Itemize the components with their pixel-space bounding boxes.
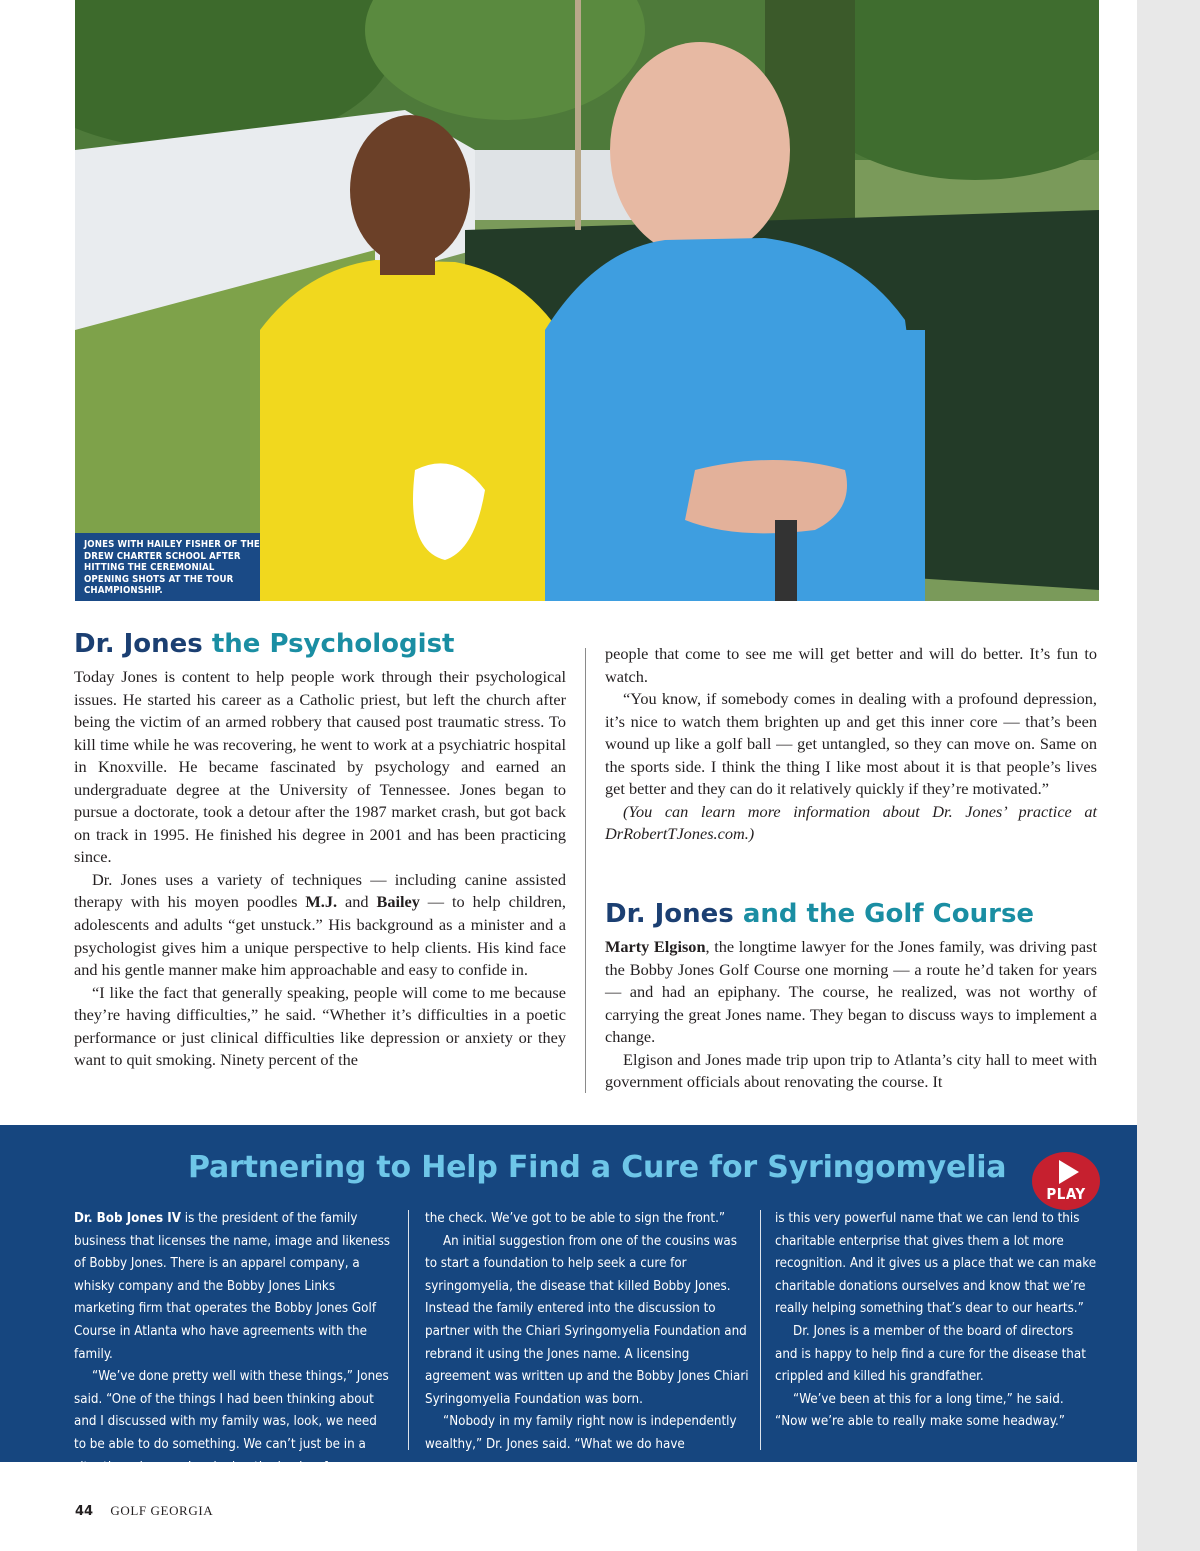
person-name: Dr. Bob Jones IV [74, 1211, 181, 1226]
paragraph: “You know, if somebody comes in dealing with a profound depression, it’s nice to watch them brighten up and get this inner core — that’s been wound up like a golf ball — get untangled, so they can move on. Same on the sports side. I think the thing I like most about it is that people’s lives get better and they can do it relatively quickly if they’re motivated.” [605, 689, 1097, 799]
section-heading-golf-course [605, 899, 1034, 929]
article-column-right [605, 643, 1097, 846]
paragraph: Today Jones is content to help people work through their psychological issues. He started his career as a Catholic priest, but left the church after being the victim of an armed robbery that caused post traumatic stress. To kill time while he was recovering, he went to work at a psychiatric hospital in Knoxville. He became fascinated by psychology and earned an undergraduate degree at the University of Tennessee. Jones began to pursue a doctorate, took a detour after the 1987 market crash, but got back on track in 1995. He finished his degree in 2001 and has been practicing since. [74, 667, 566, 867]
paragraph: (You can learn more information about Dr. Jones’ practice at DrRobertTJones.com.) [605, 801, 1097, 844]
column-divider [585, 648, 586, 1093]
panel-column-1 [74, 1208, 392, 1479]
play-button[interactable] [1032, 1152, 1100, 1210]
paragraph: Dr. Bob Jones IV is the president of the family business that licenses the name, image and likeness of Bobby Jones. There is an apparel company, a whisky company and the Bobby Jones Links marketing firm that operates the Bobby Jones Golf Course in Atlanta who have agreements with the family. [74, 1211, 391, 1362]
section-heading-psychologist [74, 629, 454, 659]
paragraph: “Nobody in my family right now is independently wealthy,” Dr. Jones said. “What we do have [425, 1414, 737, 1452]
heading-part-a: Dr. Jones [74, 629, 203, 659]
heading-part-b: the Psychologist [211, 629, 455, 659]
paragraph: “I like the fact that generally speaking, people will come to me because they’re having difficulties,” he said. “Whether it’s difficulties in a poetic performance or just clinical difficulties like depression or anxiety or they want to quit smoking. Ninety percent of the [74, 982, 566, 1070]
panel-divider [408, 1210, 409, 1450]
paragraph: Elgison and Jones made trip upon trip to Atlanta’s city hall to meet with government officials about renovating the course. It [605, 1049, 1097, 1092]
paragraph: people that come to see me will get better and will do better. It’s fun to watch. [605, 644, 1097, 686]
paragraph: is this very powerful name that we can lend to this charitable enterprise that gives them a lot more recognition. And it gives us a place that we can make charitable donations ourselves and know that we’re really helping something that’s dear to our hearts.” [775, 1211, 1097, 1317]
paragraph: Marty Elgison, the longtime lawyer for the Jones family, was driving past the Bobby Jones Golf Course one morning — a route he’d taken for years — and had an epiphany. The course, he realized, was not worthy of carrying the great Jones name. They began to discuss ways to implement a change. [605, 937, 1097, 1047]
page-margin [1137, 0, 1200, 1551]
play-label: PLAY [1046, 1184, 1086, 1203]
heading-part-b: and the Golf Course [742, 899, 1035, 929]
feature-photo [75, 0, 1099, 601]
paragraph: Dr. Jones is a member of the board of directors and is happy to help find a cure for the disease that crippled and killed his grandfather. [775, 1323, 1086, 1385]
article-column-right-lower [605, 936, 1097, 1094]
panel-column-2 [425, 1208, 750, 1457]
panel-title: Partnering to Help Find a Cure for Syringomyelia [188, 1150, 1007, 1185]
dog-name: M.J. [305, 892, 338, 912]
person-name: Marty Elgison [605, 937, 706, 956]
page-number: 44 [75, 1504, 94, 1519]
photo-caption: JONES WITH HAILEY FISHER OF THE DREW CHARTER SCHOOL AFTER HITTING THE CEREMONIAL OPENING SHOTS AT THE TOUR CHAMPIONSHIP. [75, 533, 260, 601]
panel-divider [760, 1210, 761, 1450]
paragraph: “We’ve done pretty well with these things,” Jones said. “One of the things I had been thinking about and I discussed with my family was, look, we need to be able to do something. We can’t just be in a situation where we’re signing the backs of [74, 1369, 389, 1475]
paragraph: the check. We’ve got to be able to sign the front.” [425, 1211, 726, 1226]
heading-part-a: Dr. Jones [605, 899, 734, 929]
article-column-left [74, 666, 566, 1072]
page-footer [75, 1503, 213, 1519]
paragraph: An initial suggestion from one of the cousins was to start a foundation to help seek a cure for syringomyelia, the disease that killed Bobby Jones. Instead the family entered into the discussion to partner with the Chiari Syringomyelia Foundation and rebrand it using the Jones name. A licensing agreement was written up and the Bobby Jones Chiari Syringomyelia Foundation was born. [425, 1233, 749, 1407]
panel-column-3 [775, 1208, 1097, 1434]
paragraph: Dr. Jones uses a variety of techniques — including canine assisted therapy with his moyen poodles M.J. and Bailey — to help children, adolescents and adults “get unstuck.” His background as a minister and a psychologist gives him a unique perspective to help clients. His kind face and his gentle manner make him approachable and easy to confide in. [74, 869, 567, 980]
paragraph: “We’ve been at this for a long time,” he said. “Now we’re able to really make some headway.” [775, 1391, 1065, 1430]
dog-name: Bailey [376, 892, 420, 912]
play-icon [1059, 1160, 1079, 1184]
publication-name: GOLF GEORGIA [110, 1503, 214, 1518]
